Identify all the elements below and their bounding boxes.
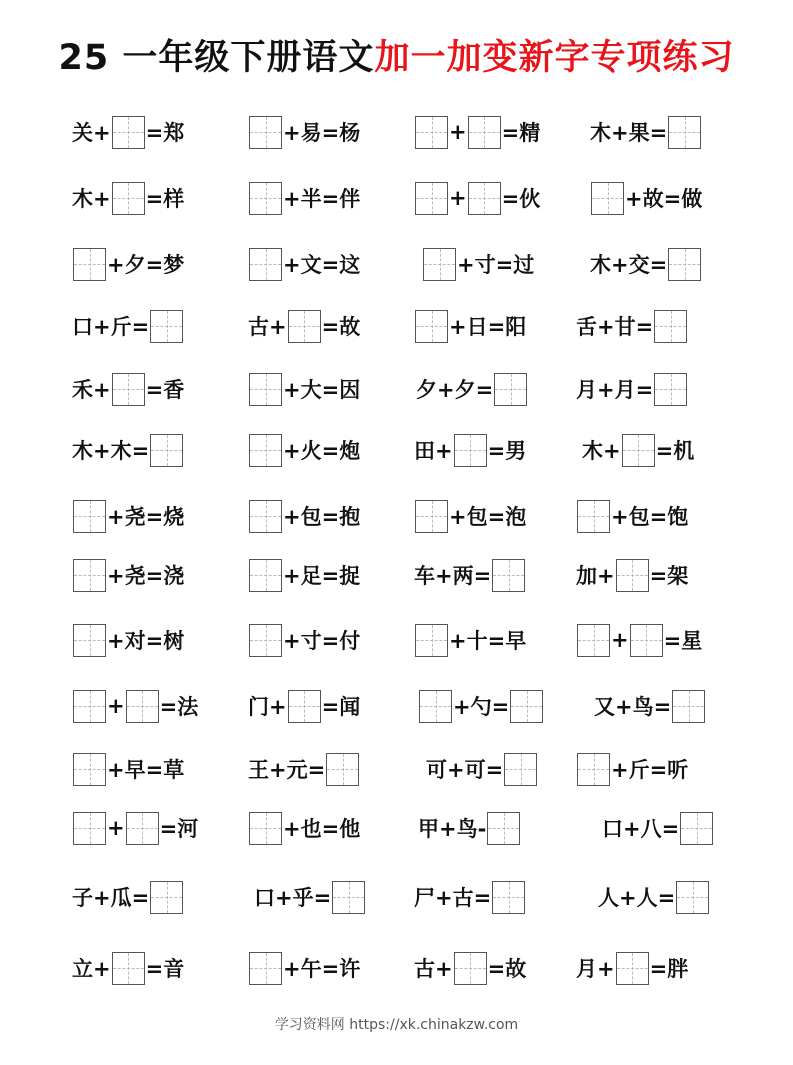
title-prefix: 25 一年级下册语文: [58, 38, 375, 78]
exercise-row: [0, 620, 793, 660]
equation-text: =故: [487, 957, 527, 981]
equation-text: =郑: [145, 121, 185, 145]
answer-box[interactable]: [494, 373, 527, 406]
equation-text: 又+鸟=: [594, 695, 672, 719]
character-equation: [72, 306, 184, 346]
answer-box[interactable]: [326, 753, 359, 786]
equation-text: +尧=浇: [107, 564, 185, 588]
answer-box[interactable]: [423, 248, 456, 281]
equation-text: +: [107, 694, 125, 718]
answer-box[interactable]: [126, 812, 159, 845]
answer-box[interactable]: [415, 182, 448, 215]
answer-box[interactable]: [249, 248, 282, 281]
character-equation: [594, 686, 706, 726]
answer-box[interactable]: [672, 690, 705, 723]
equation-text: 关+: [72, 121, 111, 145]
answer-box[interactable]: [249, 116, 282, 149]
equation-text: +夕=梦: [107, 253, 185, 277]
character-equation: [248, 369, 360, 409]
answer-box[interactable]: [73, 500, 106, 533]
answer-box[interactable]: [150, 881, 183, 914]
answer-box[interactable]: [415, 116, 448, 149]
character-equation: [248, 496, 360, 536]
equation-text: 木+木=: [72, 439, 150, 463]
character-equation: [414, 555, 526, 595]
character-equation: [248, 686, 360, 726]
equation-text: 立+: [72, 957, 111, 981]
exercise-row: [0, 686, 793, 726]
character-equation: [598, 877, 710, 917]
equation-text: +勺=: [453, 695, 510, 719]
character-equation: [72, 496, 184, 536]
equation-text: =架: [649, 564, 689, 588]
equation-text: +大=因: [283, 378, 361, 402]
character-equation: [576, 749, 688, 789]
character-equation: [72, 686, 198, 726]
answer-box[interactable]: [510, 690, 543, 723]
equation-text: 口+八=: [602, 817, 680, 841]
equation-text: 车+两=: [414, 564, 492, 588]
character-equation: [414, 877, 526, 917]
answer-box[interactable]: [504, 753, 537, 786]
answer-box[interactable]: [126, 690, 159, 723]
equation-text: =精: [501, 121, 541, 145]
exercise-row: [0, 430, 793, 470]
character-equation: [72, 112, 184, 152]
equation-text: =故: [321, 315, 361, 339]
equation-text: =机: [655, 439, 695, 463]
equation-text: +: [611, 628, 629, 652]
equation-text: +十=早: [449, 629, 527, 653]
equation-text: +文=这: [283, 253, 361, 277]
answer-box[interactable]: [415, 310, 448, 343]
equation-text: 口+乎=: [254, 886, 332, 910]
answer-box[interactable]: [676, 881, 709, 914]
equation-text: 王+元=: [248, 758, 326, 782]
equation-text: +也=他: [283, 817, 361, 841]
equation-text: =男: [487, 439, 527, 463]
answer-box[interactable]: [288, 690, 321, 723]
character-equation: [248, 948, 360, 988]
character-equation: [576, 496, 688, 536]
equation-text: +半=伴: [283, 187, 361, 211]
character-equation: [422, 244, 534, 284]
character-equation: [414, 620, 526, 660]
answer-box[interactable]: [577, 753, 610, 786]
answer-box[interactable]: [73, 559, 106, 592]
exercise-row: [0, 306, 793, 346]
answer-box[interactable]: [454, 434, 487, 467]
exercise-row: [0, 244, 793, 284]
character-equation: [576, 555, 688, 595]
exercise-row: [0, 948, 793, 988]
character-equation: [72, 244, 184, 284]
equation-text: +寸=付: [283, 629, 361, 653]
character-equation: [72, 749, 184, 789]
answer-box[interactable]: [654, 373, 687, 406]
equation-text: +日=阳: [449, 315, 527, 339]
character-equation: [590, 178, 702, 218]
character-equation: [72, 620, 184, 660]
character-equation: [576, 948, 688, 988]
character-equation: [426, 749, 538, 789]
equation-text: +: [107, 816, 125, 840]
equation-text: 古+: [248, 315, 287, 339]
answer-box[interactable]: [249, 559, 282, 592]
answer-box[interactable]: [454, 952, 487, 985]
equation-text: +包=泡: [449, 505, 527, 529]
equation-text: +火=炮: [283, 439, 361, 463]
character-equation: [582, 430, 694, 470]
equation-text: 口+斤=: [72, 315, 150, 339]
exercise-row: [0, 178, 793, 218]
equation-text: 古+: [414, 957, 453, 981]
answer-box[interactable]: [616, 559, 649, 592]
exercise-row: [0, 369, 793, 409]
answer-box[interactable]: [249, 182, 282, 215]
answer-box[interactable]: [150, 434, 183, 467]
exercise-row: [0, 749, 793, 789]
equation-text: 舌+甘=: [576, 315, 654, 339]
answer-box[interactable]: [415, 500, 448, 533]
equation-text: 月+月=: [576, 378, 654, 402]
character-equation: [576, 306, 688, 346]
character-equation: [72, 369, 184, 409]
footer-source: 学习资料网 https://xk.chinakzw.com: [274, 1017, 519, 1033]
equation-text: 子+瓜=: [72, 886, 150, 910]
answer-box[interactable]: [249, 624, 282, 657]
character-equation: [602, 808, 714, 848]
equation-text: =河: [159, 817, 199, 841]
equation-text: 木+果=: [590, 121, 668, 145]
character-equation: [248, 306, 360, 346]
character-equation: [248, 178, 360, 218]
answer-box[interactable]: [73, 248, 106, 281]
character-equation: [414, 306, 526, 346]
answer-box[interactable]: [616, 952, 649, 985]
answer-box[interactable]: [112, 182, 145, 215]
answer-box[interactable]: [150, 310, 183, 343]
equation-text: =法: [159, 695, 199, 719]
equation-text: +包=饱: [611, 505, 689, 529]
character-equation: [590, 112, 702, 152]
equation-text: +: [449, 120, 467, 144]
answer-box[interactable]: [492, 881, 525, 914]
exercise-row: [0, 877, 793, 917]
answer-box[interactable]: [577, 624, 610, 657]
answer-box[interactable]: [73, 624, 106, 657]
answer-box[interactable]: [112, 373, 145, 406]
equation-text: +包=抱: [283, 505, 361, 529]
answer-box[interactable]: [73, 753, 106, 786]
answer-box[interactable]: [415, 624, 448, 657]
exercise-row: [0, 555, 793, 595]
character-equation: [72, 430, 184, 470]
equation-text: +午=许: [283, 957, 361, 981]
answer-box[interactable]: [73, 690, 106, 723]
equation-text: =音: [145, 957, 185, 981]
equation-text: +足=捉: [283, 564, 361, 588]
character-equation: [416, 369, 528, 409]
equation-text: 夕+夕=: [416, 378, 494, 402]
answer-box[interactable]: [249, 500, 282, 533]
equation-text: =香: [145, 378, 185, 402]
answer-box[interactable]: [492, 559, 525, 592]
equation-text: 尸+古=: [414, 886, 492, 910]
equation-text: 加+: [576, 564, 615, 588]
answer-box[interactable]: [249, 812, 282, 845]
character-equation: [248, 555, 360, 595]
equation-text: =星: [663, 629, 703, 653]
character-equation: [414, 948, 526, 988]
equation-text: +故=做: [625, 187, 703, 211]
equation-text: 田+: [414, 439, 453, 463]
exercise-row: [0, 112, 793, 152]
answer-box[interactable]: [680, 812, 713, 845]
character-equation: [248, 244, 360, 284]
answer-box[interactable]: [468, 182, 501, 215]
character-equation: [576, 369, 688, 409]
character-equation: [72, 555, 184, 595]
character-equation: [414, 112, 540, 152]
equation-text: 木+交=: [590, 253, 668, 277]
answer-box[interactable]: [487, 812, 520, 845]
equation-text: 禾+: [72, 378, 111, 402]
character-equation: [72, 948, 184, 988]
answer-box[interactable]: [332, 881, 365, 914]
answer-box[interactable]: [249, 434, 282, 467]
character-equation: [248, 430, 360, 470]
equation-text: 木+: [582, 439, 621, 463]
equation-text: 可+可=: [426, 758, 504, 782]
equation-text: =闻: [321, 695, 361, 719]
character-equation: [576, 620, 702, 660]
answer-box[interactable]: [591, 182, 624, 215]
answer-box[interactable]: [668, 248, 701, 281]
equation-text: =样: [145, 187, 185, 211]
character-equation: [254, 877, 366, 917]
answer-box[interactable]: [73, 812, 106, 845]
equation-text: =胖: [649, 957, 689, 981]
equation-text: 月+: [576, 957, 615, 981]
equation-text: +易=杨: [283, 121, 361, 145]
character-equation: [72, 877, 184, 917]
character-equation: [248, 112, 360, 152]
answer-box[interactable]: [468, 116, 501, 149]
character-equation: [590, 244, 702, 284]
equation-text: 人+人=: [598, 886, 676, 910]
equation-text: +: [449, 186, 467, 210]
answer-box[interactable]: [577, 500, 610, 533]
character-equation: [72, 808, 198, 848]
character-equation: [248, 620, 360, 660]
title-highlight: 加一加变新字专项练习: [374, 38, 735, 78]
answer-box[interactable]: [249, 373, 282, 406]
exercise-row: [0, 808, 793, 848]
equation-text: 门+: [248, 695, 287, 719]
answer-box[interactable]: [288, 310, 321, 343]
character-equation: [414, 178, 540, 218]
equation-text: +对=树: [107, 629, 185, 653]
equation-text: 木+: [72, 187, 111, 211]
answer-box[interactable]: [668, 116, 701, 149]
character-equation: [414, 496, 526, 536]
character-equation: [72, 178, 184, 218]
answer-box[interactable]: [654, 310, 687, 343]
character-equation: [418, 808, 521, 848]
answer-box[interactable]: [112, 952, 145, 985]
page-title: [0, 30, 793, 80]
answer-box[interactable]: [622, 434, 655, 467]
answer-box[interactable]: [630, 624, 663, 657]
equation-text: =伙: [501, 187, 541, 211]
equation-text: +尧=烧: [107, 505, 185, 529]
answer-box[interactable]: [249, 952, 282, 985]
equation-text: 甲+鸟-: [418, 817, 487, 841]
equation-text: +寸=过: [457, 253, 535, 277]
character-equation: [418, 686, 544, 726]
exercise-row: [0, 496, 793, 536]
equation-text: +早=草: [107, 758, 185, 782]
character-equation: [248, 808, 360, 848]
equation-text: +斤=听: [611, 758, 689, 782]
character-equation: [414, 430, 526, 470]
character-equation: [248, 749, 360, 789]
answer-box[interactable]: [112, 116, 145, 149]
answer-box[interactable]: [419, 690, 452, 723]
